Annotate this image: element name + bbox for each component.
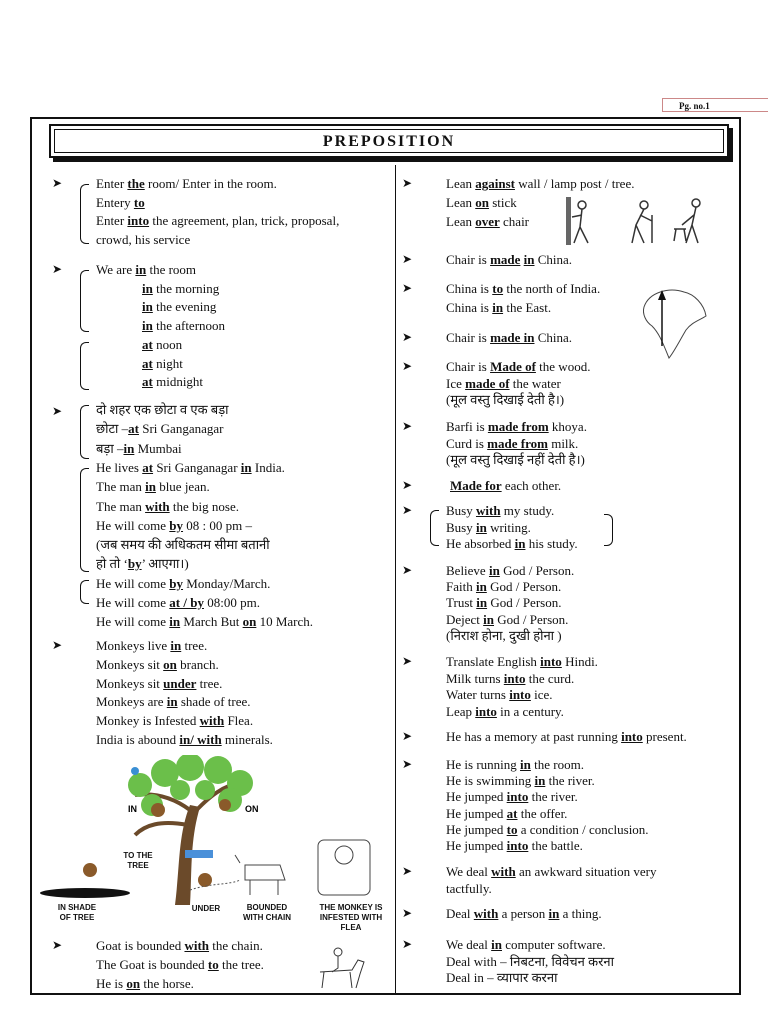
- bracket: [80, 405, 89, 459]
- label-in-shade: IN SHADE OF TREE: [57, 903, 97, 922]
- bracket: [80, 580, 89, 604]
- lean-illustrations: [566, 195, 716, 247]
- label-bounded: BOUNDED WITH CHAIN: [243, 903, 291, 922]
- text-line: The man with the big nose.: [96, 498, 239, 514]
- text-line: He lives at Sri Ganganagar in India.: [96, 459, 285, 475]
- text-line: He will come by 08 : 00 pm –: [96, 517, 253, 533]
- text-line: tactfully.: [446, 881, 492, 896]
- horse-rider-illustration: [312, 942, 370, 990]
- text-line: Barfi is made from khoya.: [446, 419, 587, 434]
- text-line: (निराश होना, दुखी होना ): [446, 627, 562, 643]
- text-line: He jumped to a condition / conclusion.: [446, 821, 649, 837]
- monkey-with-flea-icon: [318, 840, 370, 895]
- bracket: [80, 184, 89, 244]
- text-line: We are in the room: [96, 262, 197, 277]
- bullet-icon: ➤: [402, 359, 413, 373]
- text-line: He has a memory at past running into present.: [446, 729, 687, 744]
- text-line: He is running in the room.: [446, 757, 584, 772]
- page-number: Pg. no.1: [662, 98, 768, 112]
- text-line: Lean over chair: [446, 214, 530, 229]
- chain: [190, 880, 240, 890]
- bullet-icon: ➤: [402, 906, 413, 920]
- text-line: crowd, his service: [96, 231, 191, 247]
- text-line: Trust in God / Person.: [446, 595, 562, 611]
- bracket: [430, 510, 439, 546]
- text-line: He jumped at the offer.: [446, 805, 568, 821]
- text-line: in the evening: [142, 299, 217, 315]
- text-line: Chair is made in China.: [446, 252, 573, 267]
- bracket: [80, 270, 89, 332]
- text-line: Goat is bounded with the chain.: [96, 938, 263, 953]
- text-line: He jumped into the battle.: [446, 838, 583, 853]
- text-line: Busy with my study.: [446, 503, 555, 518]
- text-line: दो शहर एक छोटा व एक बड़ा: [96, 402, 229, 417]
- title-box: [49, 124, 729, 158]
- text-line: Lean against wall / lamp post / tree.: [446, 176, 635, 191]
- text-line: Entery to: [96, 194, 145, 210]
- text-line: Monkeys sit on branch.: [96, 656, 219, 672]
- text-line: Milk turns into the curd.: [446, 670, 575, 686]
- bullet-icon: ➤: [402, 419, 413, 433]
- text-line: Made for each other.: [450, 478, 562, 493]
- text-line: China is in the East.: [446, 300, 552, 315]
- text-line: Chair is Made of the wood.: [446, 359, 591, 374]
- bullet-icon: ➤: [52, 176, 63, 190]
- bullet-icon: ➤: [402, 864, 413, 878]
- column-divider: [395, 165, 396, 995]
- text-line: Lean on stick: [446, 195, 517, 210]
- monkey-icon: [83, 799, 231, 887]
- text-line: (मूल वस्तु दिखाई देती है।): [446, 392, 565, 408]
- bullet-icon: ➤: [52, 262, 63, 276]
- text-line: He absorbed in his study.: [446, 536, 578, 552]
- text-line: (जब समय की अधिकतम सीमा बतानी: [96, 537, 270, 553]
- text-line: Leap into in a century.: [446, 704, 564, 720]
- text-line: Monkey is Infested with Flea.: [96, 713, 254, 729]
- bullet-icon: ➤: [402, 478, 413, 492]
- text-line: Water turns into ice.: [446, 687, 553, 703]
- bullet-icon: ➤: [52, 938, 63, 952]
- india-map-illustration: [634, 282, 716, 360]
- text-line: Believe in God / Person.: [446, 563, 575, 578]
- page-title: PREPOSITION: [54, 129, 724, 153]
- text-line: Enter the room/ Enter in the room.: [96, 176, 277, 191]
- tree-illustration: [40, 755, 380, 925]
- bullet-icon: ➤: [402, 503, 413, 517]
- text-line: छोटा –at Sri Ganganagar: [96, 421, 224, 437]
- text-line: He jumped into the river.: [446, 789, 578, 805]
- bullet-icon: ➤: [402, 654, 413, 668]
- label-infested: THE MONKEY IS INFESTED WITH FLEA: [319, 903, 383, 932]
- text-line: at night: [142, 355, 183, 371]
- text-line: (मूल वस्तु दिखाई नहीं देती है।): [446, 452, 585, 468]
- text-line: Deal with – निबटना, विवेचन करना: [446, 953, 614, 969]
- bullet-icon: ➤: [52, 638, 63, 652]
- text-line: Translate English into Hindi.: [446, 654, 598, 669]
- text-line: in the morning: [142, 280, 220, 296]
- text-line: Monkeys sit under tree.: [96, 675, 223, 691]
- text-line: We deal with an awkward situation very: [446, 864, 657, 879]
- text-line: The man in blue jean.: [96, 479, 210, 495]
- text-line: India is abound in/ with minerals.: [96, 732, 273, 747]
- bullet-icon: ➤: [402, 757, 413, 771]
- sign-board: [185, 850, 213, 858]
- bullet-icon: ➤: [402, 252, 413, 266]
- bullet-icon: ➤: [402, 937, 413, 951]
- text-line: Busy in writing.: [446, 519, 531, 535]
- bullet-icon: ➤: [402, 330, 413, 344]
- text-line: Deject in God / Person.: [446, 611, 569, 627]
- text-line: He is on the horse.: [96, 976, 194, 992]
- label-to-the-tree: TO THE TREE: [123, 851, 153, 870]
- bullet-icon: ➤: [52, 404, 63, 418]
- label-in: IN: [128, 804, 137, 814]
- shade-shadow: [40, 888, 130, 898]
- text-line: at midnight: [142, 374, 204, 390]
- bracket: [80, 468, 89, 572]
- text-line: Ice made of the water: [446, 375, 561, 391]
- text-line: Chair is made in China.: [446, 330, 573, 345]
- bird-icon: [131, 767, 139, 775]
- bracket: [604, 514, 613, 546]
- text-line: Enter into the agreement, plan, trick, proposal,: [96, 213, 340, 228]
- text-line: बड़ा –in Mumbai: [96, 440, 182, 456]
- bracket: [80, 342, 89, 390]
- goat-icon: [235, 855, 285, 895]
- bullet-icon: ➤: [402, 563, 413, 577]
- label-under: UNDER: [191, 904, 221, 913]
- label-on: ON: [245, 804, 259, 814]
- text-line: in the afternoon: [142, 318, 226, 334]
- text-line: Curd is made from milk.: [446, 435, 579, 451]
- bullet-icon: ➤: [402, 729, 413, 743]
- text-line: हो तो ‘by’ आएगा।): [96, 556, 189, 572]
- text-line: Monkeys are in shade of tree.: [96, 694, 251, 710]
- text-line: Monkeys live in tree.: [96, 638, 208, 653]
- text-line: We deal in computer software.: [446, 937, 606, 952]
- text-line: at noon: [142, 336, 183, 352]
- text-line: China is to the north of India.: [446, 281, 601, 296]
- text-line: Faith in God / Person.: [446, 579, 562, 595]
- text-line: The Goat is bounded to the tree.: [96, 957, 264, 973]
- text-line: Deal with a person in a thing.: [446, 906, 602, 921]
- text-line: Deal in – व्यापार करना: [446, 970, 558, 986]
- bullet-icon: ➤: [402, 176, 413, 190]
- text-line: He will come at / by 08:00 pm.: [96, 595, 260, 610]
- text-line: He will come in March But on 10 March.: [96, 614, 314, 630]
- bullet-icon: ➤: [402, 281, 413, 295]
- text-line: He is swimming in the river.: [446, 773, 595, 789]
- text-line: He will come by Monday/March.: [96, 575, 271, 591]
